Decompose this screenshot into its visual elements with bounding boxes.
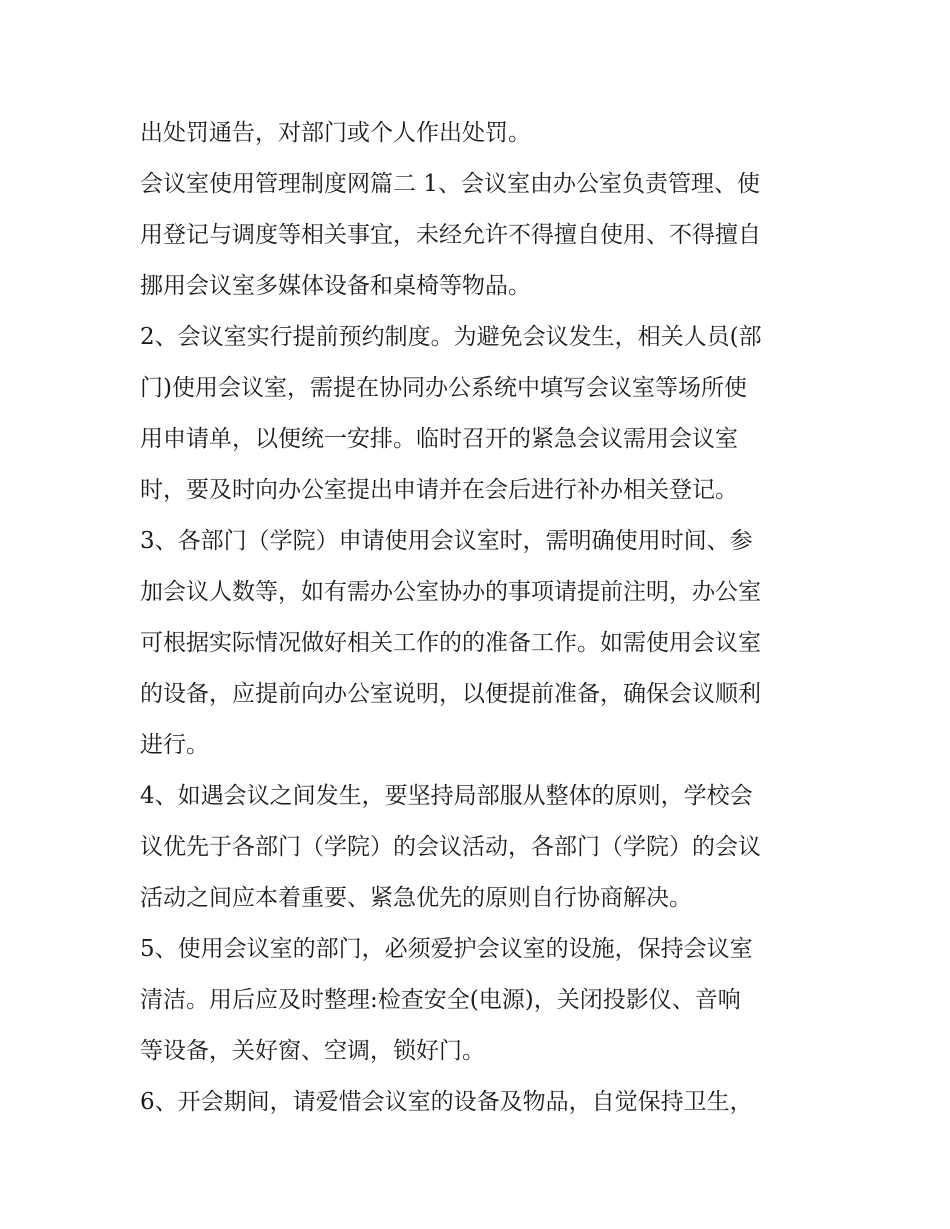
text-line: 挪用会议室多媒体设备和桌椅等物品。 xyxy=(140,273,531,299)
text-line: 的设备，应提前向办公室说明，以便提前准备，确保会议顺利 xyxy=(140,681,761,707)
text-line: 用申请单，以便统一安排。临时召开的紧急会议需用会议室 xyxy=(140,426,738,452)
text-line: 等设备，关好窗、空调，锁好门。 xyxy=(140,1038,485,1064)
text-line: 4、如遇会议之间发生，要坚持局部服从整体的原则，学校会 xyxy=(140,783,753,809)
text-line: 议优先于各部门（学院）的会议活动，各部门（学院）的会议 xyxy=(140,834,761,860)
text-line: 活动之间应本着重要、紧急优先的原则自行协商解决。 xyxy=(140,885,692,911)
text-line: 5、使用会议室的部门，必须爱护会议室的设施，保持会议室 xyxy=(140,936,753,962)
text-line: 用登记与调度等相关事宜，未经允许不得擅自使用、不得擅自 xyxy=(140,222,761,248)
text-line: 3、各部门（学院）申请使用会议室时，需明确使用时间、参 xyxy=(140,528,753,554)
text-line: 可根据实际情况做好相关工作的的准备工作。如需使用会议室 xyxy=(140,630,761,656)
text-line: 出处罚通告，对部门或个人作出处罚。 xyxy=(140,120,531,146)
text-line: 进行。 xyxy=(140,732,209,758)
text-line: 会议室使用管理制度网篇二 1、会议室由办公室负责管理、使 xyxy=(140,171,760,197)
document-body xyxy=(140,108,820,1128)
text-line: 加会议人数等，如有需办公室协办的事项请提前注明，办公室 xyxy=(140,579,761,605)
text-line: 6、开会期间，请爱惜会议室的设备及物品，自觉保持卫生， xyxy=(140,1089,753,1115)
text-line: 清洁。用后应及时整理:检查安全(电源)，关闭投影仪、音响 xyxy=(140,987,741,1013)
text-line: 门)使用会议室，需提在协同办公系统中填写会议室等场所使 xyxy=(140,375,747,401)
text-line: 时，要及时向办公室提出申请并在会后进行补办相关登记。 xyxy=(140,477,738,503)
text-line: 2、会议室实行提前预约制度。为避免会议发生，相关人员(部 xyxy=(140,324,762,350)
